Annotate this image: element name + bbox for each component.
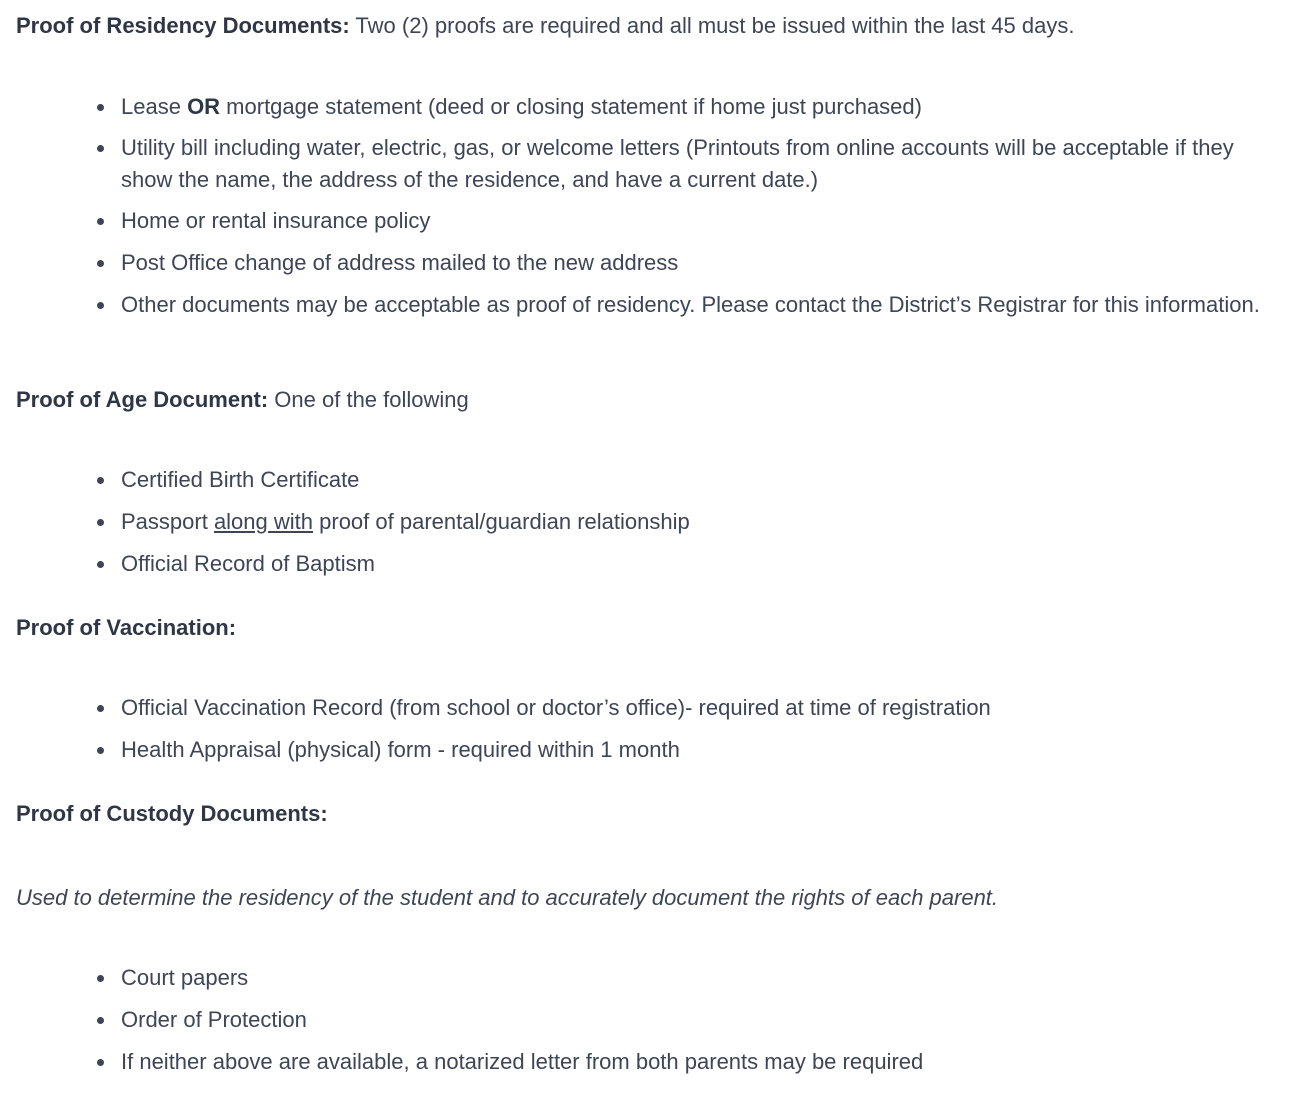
list-item-passport <box>0 506 1290 538</box>
list-item-insurance: Home or rental insurance policy <box>0 205 1290 237</box>
custody-heading <box>16 798 328 830</box>
list-item-post-office: Post Office change of address mailed to the new address <box>0 247 1290 279</box>
age-label: Proof of Age Document: <box>16 387 269 412</box>
residency-text: Two (2) proofs are required and all must be issued within the last 45 days. <box>349 13 1075 38</box>
custody-list <box>0 962 1290 1078</box>
list-item-health-appraisal: Health Appraisal (physical) form - required within 1 month <box>0 734 1290 766</box>
list-item-birth-certificate: Certified Birth Certificate <box>0 464 1290 496</box>
list-item-utility: Utility bill including water, electric, gas, or welcome letters (Printouts from online accounts will be acceptable if they show the name, the address of the residence, and have a current date.) <box>0 132 1290 196</box>
list-item-court-papers: Court papers <box>0 962 1290 994</box>
residency-label: Proof of Residency Documents: <box>16 13 350 38</box>
residency-heading <box>16 10 1074 42</box>
age-heading <box>16 384 469 416</box>
list-item-lease <box>0 91 1290 123</box>
passport-along-with: along with <box>213 509 314 534</box>
passport-before: Passport <box>121 509 214 534</box>
passport-after: proof of parental/guardian relationship <box>313 509 690 534</box>
custody-intro: Used to determine the residency of the student and to accurately document the rights of each parent. <box>16 885 999 910</box>
age-list <box>0 464 1290 580</box>
custody-label: Proof of Custody Documents: <box>16 801 328 826</box>
list-item-order-of-protection: Order of Protection <box>0 1004 1290 1036</box>
list-item-notarized-letter: If neither above are available, a notarized letter from both parents may be required <box>0 1046 1290 1078</box>
vaccination-list <box>0 692 1290 766</box>
vaccination-label: Proof of Vaccination: <box>16 615 237 640</box>
vaccination-heading <box>16 612 236 644</box>
lease-before: Lease <box>121 94 188 119</box>
age-text: One of the following <box>268 387 469 412</box>
lease-after: mortgage statement (deed or closing statement if home just purchased) <box>220 94 922 119</box>
list-item-other: Other documents may be acceptable as proof of residency. Please contact the District’s Registrar for this information. <box>0 289 1290 321</box>
list-item-baptism: Official Record of Baptism <box>0 548 1290 580</box>
residency-list <box>0 91 1290 321</box>
lease-or: OR <box>187 94 221 119</box>
list-item-vaccination-record: Official Vaccination Record (from school or doctor’s office)- required at time of registration <box>0 692 1290 724</box>
